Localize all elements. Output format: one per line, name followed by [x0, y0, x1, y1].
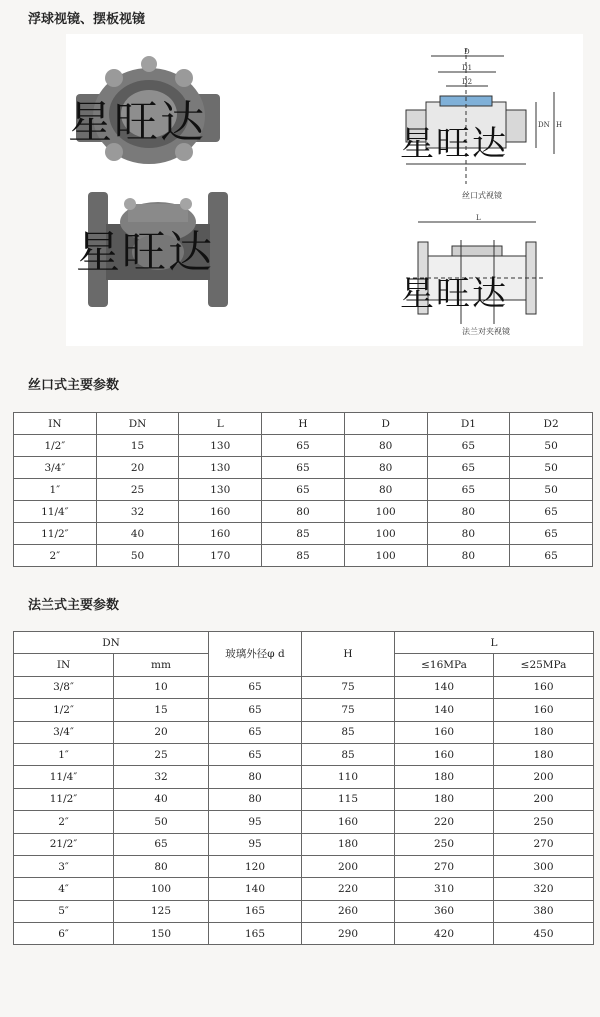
table-row [14, 855, 594, 877]
col-header-dn: DN [14, 632, 209, 654]
watermark: 星旺达 [68, 97, 206, 148]
dim-label-d1: D1 [462, 64, 473, 72]
table-cell: 130 [179, 479, 262, 501]
table-cell: 120 [209, 855, 302, 877]
table-cell: 50 [96, 545, 179, 567]
col-header-d: D [344, 413, 427, 435]
table-cell: 360 [395, 900, 494, 922]
table-header-row [14, 413, 593, 435]
table-cell: 50 [510, 479, 593, 501]
table-cell: 3/4″ [14, 721, 114, 743]
table-cell: 200 [494, 788, 594, 810]
table-row [14, 766, 594, 788]
table-cell: 65 [510, 501, 593, 523]
table-row [14, 788, 594, 810]
table-cell: 95 [209, 811, 302, 833]
table-cell: 80 [344, 479, 427, 501]
table-row [14, 833, 594, 855]
table-cell: 65 [427, 435, 510, 457]
table-cell: 1/2″ [14, 435, 97, 457]
table-cell: 50 [510, 435, 593, 457]
table-cell: 1″ [14, 743, 114, 765]
table-cell: 170 [179, 545, 262, 567]
table-cell: 5″ [14, 900, 114, 922]
table-cell: 165 [209, 923, 302, 945]
table-cell: 100 [114, 878, 209, 900]
table-cell: 15 [96, 435, 179, 457]
section-title-thread-params: 丝口式主要参数 [28, 378, 120, 393]
table-cell: 4″ [14, 878, 114, 900]
table-cell: 2″ [14, 545, 97, 567]
table-cell: 180 [494, 721, 594, 743]
table-cell: 220 [395, 811, 494, 833]
table-cell: 65 [427, 479, 510, 501]
col-header-25mpa: ≤25MPa [494, 654, 594, 676]
section-title-flange-params: 法兰式主要参数 [28, 598, 120, 613]
table-cell: 160 [395, 721, 494, 743]
dim-label-d2: D2 [462, 78, 473, 86]
table-cell: 15 [114, 699, 209, 721]
table-cell: 1″ [14, 479, 97, 501]
table-cell: 25 [96, 479, 179, 501]
table-cell: 20 [96, 457, 179, 479]
table-cell: 80 [209, 766, 302, 788]
table-row [14, 811, 594, 833]
table-row [14, 699, 594, 721]
table-cell: 140 [209, 878, 302, 900]
table-cell: 180 [302, 833, 395, 855]
watermark: 星旺达 [400, 124, 508, 164]
table-cell: 85 [262, 523, 345, 545]
col-header-glass-diameter: 玻璃外径φ d [209, 632, 302, 677]
table-cell: 2″ [14, 811, 114, 833]
col-header-h: H [262, 413, 345, 435]
table-cell: 1/2″ [14, 699, 114, 721]
table-cell: 290 [302, 923, 395, 945]
table-cell: 40 [96, 523, 179, 545]
table-cell: 32 [114, 766, 209, 788]
caption-flanged: 法兰对夹视镜 [462, 327, 510, 336]
table-cell: 65 [262, 479, 345, 501]
table-cell: 310 [395, 878, 494, 900]
table-cell: 160 [494, 676, 594, 698]
table-cell: 110 [302, 766, 395, 788]
table-cell: 85 [302, 721, 395, 743]
table-cell: 300 [494, 855, 594, 877]
table-cell: 165 [209, 900, 302, 922]
table-cell: 85 [302, 743, 395, 765]
table-cell: 380 [494, 900, 594, 922]
section-title-sight-glass: 浮球视镜、摆板视镜 [28, 12, 146, 27]
table-cell: 420 [395, 923, 494, 945]
flange-params-table [13, 631, 594, 945]
col-header-l: L [179, 413, 262, 435]
table-cell: 11/2″ [14, 523, 97, 545]
table-row [14, 878, 594, 900]
table-header-row [14, 632, 594, 654]
table-cell: 450 [494, 923, 594, 945]
table-cell: 160 [494, 699, 594, 721]
table-cell: 200 [302, 855, 395, 877]
table-row [14, 721, 594, 743]
table-cell: 270 [494, 833, 594, 855]
col-header-d2: D2 [510, 413, 593, 435]
table-cell: 65 [510, 545, 593, 567]
table-cell: 270 [395, 855, 494, 877]
table-cell: 10 [114, 676, 209, 698]
table-cell: 65 [262, 457, 345, 479]
table-cell: 65 [209, 743, 302, 765]
table-cell: 11/2″ [14, 788, 114, 810]
table-cell: 180 [395, 766, 494, 788]
table-cell: 80 [344, 457, 427, 479]
dim-label-d: D [464, 48, 470, 56]
table-cell: 95 [209, 833, 302, 855]
table-row [14, 676, 594, 698]
table-cell: 3″ [14, 855, 114, 877]
table-cell: 150 [114, 923, 209, 945]
table-cell: 75 [302, 676, 395, 698]
table-cell: 80 [262, 501, 345, 523]
table-cell: 200 [494, 766, 594, 788]
table-cell: 40 [114, 788, 209, 810]
col-header-l: L [395, 632, 594, 654]
dim-label-l: L [476, 214, 481, 222]
caption-threaded: 丝口式视镜 [462, 191, 502, 200]
table-cell: 21/2″ [14, 833, 114, 855]
thread-params-table [13, 412, 593, 567]
col-header-mm: mm [114, 654, 209, 676]
table-cell: 85 [262, 545, 345, 567]
table-cell: 65 [427, 457, 510, 479]
table-cell: 65 [510, 523, 593, 545]
table-cell: 140 [395, 699, 494, 721]
table-cell: 65 [209, 721, 302, 743]
table-row [14, 435, 593, 457]
table-cell: 11/4″ [14, 501, 97, 523]
table-cell: 11/4″ [14, 766, 114, 788]
dim-label-dn: DN [538, 121, 550, 129]
table-cell: 250 [494, 811, 594, 833]
table-row [14, 743, 594, 765]
table-cell: 50 [510, 457, 593, 479]
table-row [14, 501, 593, 523]
table-cell: 220 [302, 878, 395, 900]
table-cell: 320 [494, 878, 594, 900]
table-cell: 160 [179, 523, 262, 545]
table-cell: 140 [395, 676, 494, 698]
col-header-in: IN [14, 654, 114, 676]
dim-label-h: H [556, 121, 563, 129]
table-cell: 130 [179, 457, 262, 479]
table-cell: 20 [114, 721, 209, 743]
table-cell: 100 [344, 523, 427, 545]
table-cell: 115 [302, 788, 395, 810]
table-cell: 25 [114, 743, 209, 765]
table-cell: 50 [114, 811, 209, 833]
table-cell: 80 [427, 501, 510, 523]
table-cell: 100 [344, 545, 427, 567]
table-cell: 6″ [14, 923, 114, 945]
table-cell: 180 [494, 743, 594, 765]
col-header-in: IN [14, 413, 97, 435]
table-cell: 65 [114, 833, 209, 855]
watermark: 星旺达 [400, 274, 508, 314]
table-cell: 32 [96, 501, 179, 523]
watermark: 星旺达 [76, 227, 214, 278]
table-row [14, 479, 593, 501]
table-cell: 260 [302, 900, 395, 922]
table-row [14, 457, 593, 479]
table-cell: 80 [209, 788, 302, 810]
table-cell: 75 [302, 699, 395, 721]
table-cell: 3/4″ [14, 457, 97, 479]
table-row [14, 545, 593, 567]
table-row [14, 923, 594, 945]
col-header-dn: DN [96, 413, 179, 435]
table-cell: 65 [262, 435, 345, 457]
table-cell: 80 [344, 435, 427, 457]
table-cell: 125 [114, 900, 209, 922]
table-cell: 100 [344, 501, 427, 523]
table-cell: 250 [395, 833, 494, 855]
table-cell: 80 [427, 523, 510, 545]
table-cell: 160 [395, 743, 494, 765]
table-cell: 65 [209, 676, 302, 698]
table-cell: 65 [209, 699, 302, 721]
table-row [14, 900, 594, 922]
table-cell: 160 [302, 811, 395, 833]
table-cell: 80 [427, 545, 510, 567]
table-cell: 130 [179, 435, 262, 457]
table-cell: 80 [114, 855, 209, 877]
col-header-h: H [302, 632, 395, 677]
table-cell: 160 [179, 501, 262, 523]
table-cell: 3/8″ [14, 676, 114, 698]
product-figure [66, 34, 583, 346]
col-header-16mpa: ≤16MPa [395, 654, 494, 676]
table-row [14, 523, 593, 545]
col-header-d1: D1 [427, 413, 510, 435]
table-cell: 180 [395, 788, 494, 810]
